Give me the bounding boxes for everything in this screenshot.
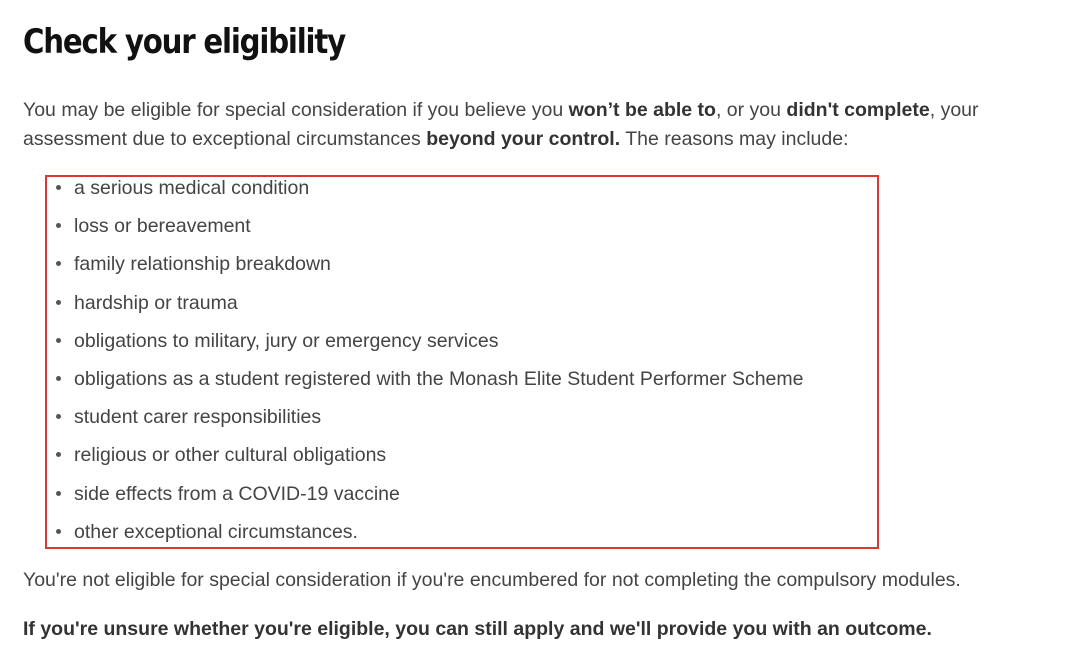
bullet-icon [56,185,61,190]
list-item [53,444,803,482]
intro-paragraph [23,96,1068,154]
reason-text: religious or other cultural obligations [74,444,387,467]
list-item [53,483,803,521]
reason-text: obligations as a student registered with the Monash Elite Student Performer Scheme [74,367,804,390]
bullet-icon [56,529,61,534]
list-item [53,177,803,215]
bullet-icon [56,376,61,381]
page-title: Check your eligibility [23,22,346,62]
intro-text-1: You may be eligible for special consideration if you believe you [23,99,569,121]
bullet-icon [56,414,61,419]
intro-bold-beyond-control: beyond your control. [426,128,621,150]
list-item [53,330,803,368]
bullet-icon [56,223,61,228]
intro-bold-didnt-complete: didn't complete [786,99,930,121]
reason-text: other exceptional circumstances. [74,520,358,543]
list-item [53,215,803,253]
bullet-icon [56,491,61,496]
intro-text-3: , your assessment due to exceptional circumstances [23,99,979,150]
reason-text: hardship or trauma [74,291,238,314]
reason-text: a serious medical condition [74,177,310,199]
bullet-icon [56,300,61,305]
unsure-paragraph: If you're unsure whether you're eligible, you can still apply and we'll provide you with an outcome. [23,618,932,640]
list-item [53,253,803,291]
intro-text-2: , or you [715,99,787,121]
list-item [53,368,803,406]
reason-text: family relationship breakdown [74,253,331,276]
bullet-icon [56,261,61,266]
reasons-list [53,177,803,559]
bullet-icon [56,452,61,457]
list-item [53,292,803,330]
intro-bold-wont-be-able: won’t be able to [568,99,716,121]
not-eligible-paragraph: You're not eligible for special consideration if you're encumbered for not completing the compulsory modules. [23,569,961,591]
list-item [53,406,803,444]
reason-text: side effects from a COVID-19 vaccine [74,482,400,505]
bullet-icon [56,338,61,343]
reason-text: loss or bereavement [74,215,251,238]
intro-text-4: The reasons may include: [620,128,849,150]
reason-text: student carer responsibilities [74,406,322,429]
reason-text: obligations to military, jury or emergency services [74,329,499,352]
list-item [53,521,803,559]
reasons-highlight-box [45,175,879,549]
